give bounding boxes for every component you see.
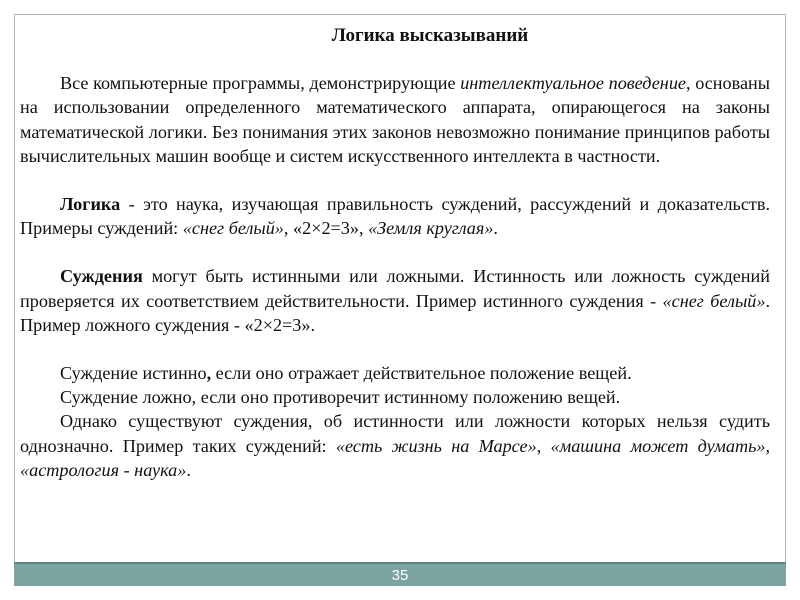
example: «машина может думать» — [550, 435, 766, 456]
slide-content — [20, 24, 770, 482]
period: . — [310, 314, 316, 335]
example: «2×2=3» — [293, 218, 359, 239]
paragraph-ambiguous — [20, 409, 770, 482]
text: если оно отражает действительное положение вещей. — [211, 363, 632, 384]
italic-term: интеллектуальное поведение — [460, 73, 686, 94]
page-number: 35 — [391, 567, 409, 584]
paragraph-judgments — [20, 264, 770, 337]
spacer — [20, 337, 770, 361]
text: . Пример ложного суждения - — [20, 290, 770, 335]
spacer — [20, 240, 770, 264]
example: «снег белый» — [662, 290, 766, 311]
separator: , — [765, 435, 770, 456]
period: . — [186, 459, 191, 480]
bold-comma: , — [206, 363, 212, 384]
example: «Земля круглая» — [368, 218, 494, 239]
separator: , — [358, 218, 369, 239]
paragraph-true-judgment — [20, 361, 770, 385]
text: , основаны на использовании определенного математического аппарата, опирающегося на законы математической логики. Без понимания этих законов невозможно понимание принципов работы вычислительных машин вообще и систем искусственного интеллекта в частности. — [20, 73, 771, 166]
example: «астрология - наука» — [20, 459, 187, 480]
separator: , — [283, 218, 293, 239]
text: могут быть истинными или ложными. Истинность или ложность суждений проверяется их соответствием действительности. Пример истинного суждения - — [20, 266, 770, 311]
example: «2×2=3» — [244, 314, 311, 335]
footer-bar — [14, 562, 786, 586]
text: Суждение истинно — [60, 363, 207, 384]
example: «есть жизнь на Марсе» — [335, 435, 537, 456]
separator: , — [536, 435, 551, 456]
bold-term: Логика — [60, 194, 121, 215]
text: - это наука, изучающая правильность суждений, рассуждений и доказательств. Примеры суждений: — [20, 194, 770, 239]
spacer — [20, 168, 770, 192]
text: Все компьютерные программы, демонстрирующие — [60, 73, 461, 94]
period: . — [493, 218, 498, 239]
paragraph-false-judgment: Суждение ложно, если оно противоречит истинному положению вещей. — [60, 387, 621, 408]
paragraph-logic-definition — [20, 192, 770, 240]
paragraph-intro — [20, 71, 770, 168]
example: «снег белый» — [182, 218, 284, 239]
bold-term: Суждения — [60, 266, 143, 287]
text: Однако существуют суждения, об истинности или ложности которых нельзя судить однозначно. Пример таких суждений: — [20, 411, 770, 456]
slide-title: Логика высказываний — [331, 25, 529, 46]
